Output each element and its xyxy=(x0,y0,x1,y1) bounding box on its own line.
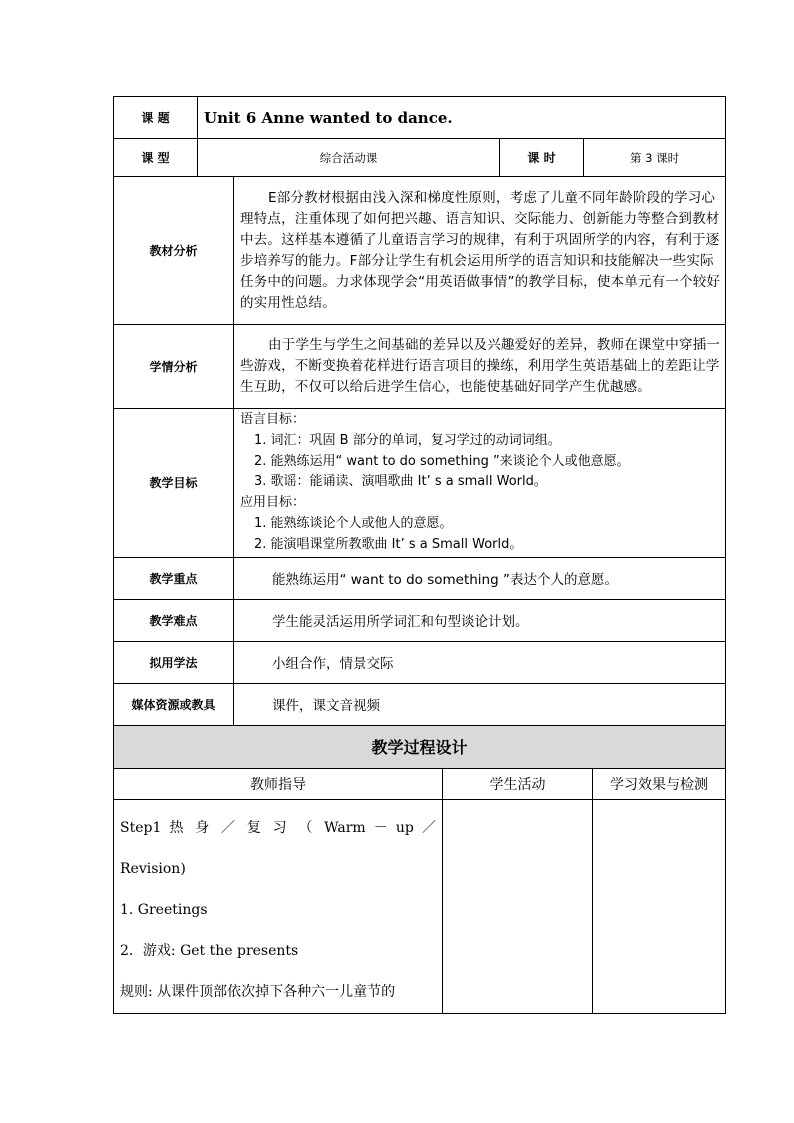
type-label: 课 型 xyxy=(114,139,198,177)
language-goal-item: 3. 歌谣：能诵读、演唱歌曲 It’ s a small World。 xyxy=(254,474,547,490)
student-text: 由于学生与学生之间基础的差异以及兴趣爱好的差异，教师在课堂中穿插一些游戏，不断变换着花样进行语言项目的操练，利用学生英语基础上的差距让学生互助，不仅可以给后进学生信心，也能使基础好同学产生优越感。 xyxy=(240,337,721,395)
game-line: 2．游戏: Get the presents xyxy=(120,942,299,959)
key-point-label: 教学重点 xyxy=(114,557,234,599)
student-label: 学情分析 xyxy=(114,325,234,409)
applied-goals-title: 应用目标： xyxy=(240,495,306,511)
row-process-body xyxy=(114,799,726,1013)
applied-goal-item: 2. 能演唱课堂所教歌曲 It’ s a Small World。 xyxy=(254,536,523,552)
method-value: 小组合作，情景交际 xyxy=(234,641,726,683)
teacher-guide-cell xyxy=(114,799,443,1013)
title-label: 课 题 xyxy=(114,97,198,139)
row-title xyxy=(114,97,726,139)
row-type xyxy=(114,139,726,177)
row-key-point xyxy=(114,557,726,599)
col-teacher-guide: 教师指导 xyxy=(114,768,443,799)
goals-label: 教学目标 xyxy=(114,409,234,558)
step1-heading-cont: Revision) xyxy=(120,860,186,877)
key-point-value: 能熟练运用“ want to do something ”表达个人的意愿。 xyxy=(234,557,726,599)
rules-line: 规则: 从课件顶部依次掉下各种六一儿童节的 xyxy=(120,983,396,1000)
process-table xyxy=(113,726,726,1014)
row-method xyxy=(114,641,726,683)
material-analysis xyxy=(234,177,726,325)
difficult-point-label: 教学难点 xyxy=(114,599,234,641)
lesson-info-table xyxy=(113,96,726,726)
lesson-period: 第 3 课时 xyxy=(584,139,726,177)
row-goals xyxy=(114,409,726,558)
teaching-goals xyxy=(234,409,726,558)
language-goal-item: 2. 能熟练运用“ want to do something ”来谈论个人或他意愿。 xyxy=(254,453,630,469)
student-activity-cell xyxy=(443,799,593,1013)
row-process-heading xyxy=(114,726,726,769)
col-learning-effect: 学习效果与检测 xyxy=(593,768,726,799)
greetings-line: 1. Greetings xyxy=(120,901,208,918)
learning-effect-cell xyxy=(593,799,726,1013)
language-goals-title: 语言目标： xyxy=(240,412,306,427)
difficult-point-value: 学生能灵活运用所学词汇和句型谈论计划。 xyxy=(234,599,726,641)
material-text: E部分教材根据由浅入深和梯度性原则，考虑了儿童不同年龄阶段的学习心理特点，注重体现了如何把兴趣、语言知识、交际能力、创新能力等整合到教材中去。这样基本遵循了儿童语言学习的规律，有利于巩固所学的内容，有利于逐步培养写的能力。F部分让学生有机会运用所学的语言知识和技能解决一些实际任务中的问题。力求体现学会“用英语做事情”的教学目标，使本单元有一个较好的实用性总结。 xyxy=(240,189,721,311)
step1-heading: Step1 热 身 ／ 复 习 （ Warm － up ／ xyxy=(120,819,436,836)
media-value: 课件，课文音视频 xyxy=(234,683,726,725)
material-label: 教材分析 xyxy=(114,177,234,325)
row-media xyxy=(114,683,726,725)
lesson-plan-document xyxy=(113,96,725,1014)
row-difficult-point xyxy=(114,599,726,641)
process-heading: 教学过程设计 xyxy=(114,726,726,769)
col-student-activity: 学生活动 xyxy=(443,768,593,799)
student-analysis xyxy=(234,325,726,409)
period-label: 课 时 xyxy=(500,139,584,177)
row-process-columns xyxy=(114,768,726,799)
method-label: 拟用学法 xyxy=(114,641,234,683)
lesson-type: 综合活动课 xyxy=(198,139,500,177)
row-student xyxy=(114,325,726,409)
applied-goal-item: 1. 能熟练谈论个人或他人的意愿。 xyxy=(254,515,453,531)
row-material xyxy=(114,177,726,325)
media-label: 媒体资源或教具 xyxy=(114,683,234,725)
language-goal-item: 1. 词汇：巩固 B 部分的单词，复习学过的动词词组。 xyxy=(254,432,561,448)
lesson-title: Unit 6 Anne wanted to dance. xyxy=(198,97,726,139)
